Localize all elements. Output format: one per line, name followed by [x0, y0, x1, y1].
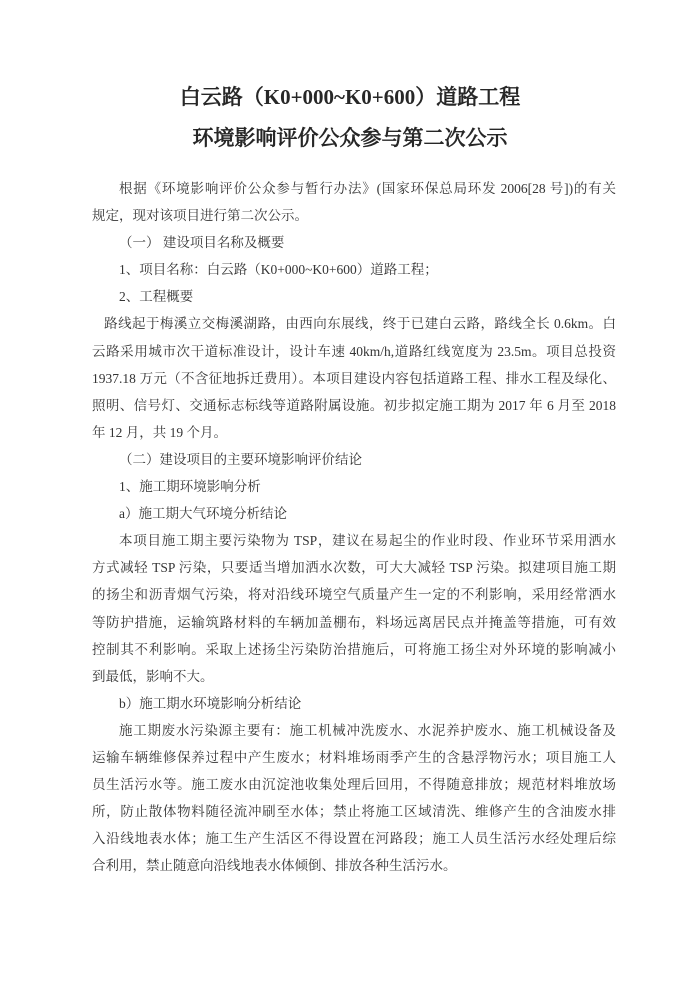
paragraph-line: 等防护措施，运输筑路材料的车辆加盖棚布，料场远离居民点并掩盖等措施，可有效	[92, 614, 616, 630]
paragraph-line: b）施工期水环境影响分析结论	[119, 695, 302, 711]
doc-title-line-2: 环境影响评价公众参与第二次公示	[192, 126, 508, 150]
paragraph-line: 控制其不利影响。采取上述扬尘污染防治措施后，可将施工扬尘对外环境的影响减小	[92, 641, 616, 657]
section-heading: （二）建设项目的主要环境影响评价结论	[119, 451, 362, 467]
paragraph-line: 本项目施工期主要污染物为 TSP，建议在易起尘的作业时段、作业环节采用洒水	[119, 533, 616, 549]
paragraph-line: 规定，现对该项目进行第二次公示。	[92, 208, 308, 224]
paragraph-line: 到最低，影响不大。	[92, 668, 214, 684]
paragraph-line: 合利用，禁止随意向沿线地表水体倾倒、排放各种生活污水。	[92, 858, 457, 874]
paragraph-line: 方式减轻 TSP 污染，只要适当增加洒水次数，可大大减轻 TSP 污染。拟建项目施工期	[92, 560, 616, 576]
document-body	[92, 175, 616, 879]
paragraph-line: 施工期废水污染源主要有：施工机械冲洗废水、水泥养护废水、施工机械设备及	[119, 722, 616, 738]
paragraph-line: 入沿线地表水体；施工生产生活区不得设置在河路段；施工人员生活污水经处理后综	[92, 831, 616, 847]
paragraph-line: 1、项目名称：白云路（K0+000~K0+600）道路工程；	[119, 262, 438, 278]
paragraph-line: 云路采用城市次干道标准设计，设计车速 40km/h,道路红线宽度为 23.5m。项目总投资	[92, 343, 616, 359]
paragraph-line: 所，防止散体物料随径流冲刷至水体；禁止将施工区域清洗、维修产生的含油废水排	[92, 804, 616, 820]
paragraph-line: 根据《环境影响评价公众参与暂行办法》(国家环保总局环发 2006[28 号])的有关	[119, 181, 616, 196]
paragraph-line: 2、工程概要	[119, 289, 194, 305]
paragraph-line: 路线起于梅溪立交梅溪湖路，由西向东展线，终于已建白云路，路线全长 0.6km。白	[104, 316, 616, 332]
paragraph-line: 年 12 月，共 19 个月。	[92, 424, 227, 440]
paragraph-line: 照明、信号灯、交通标志标线等道路附属设施。初步拟定施工期为 2017 年 6 月至 2018	[92, 397, 616, 413]
paragraph-line: 员生活污水等。施工废水由沉淀池收集处理后回用，不得随意排放；规范材料堆放场	[92, 777, 616, 793]
document-title	[88, 84, 612, 152]
paragraph-line: a）施工期大气环境分析结论	[119, 506, 287, 522]
paragraph-line: 的扬尘和沥青烟气污染，将对沿线环境空气质量产生一定的不利影响，采用经常洒水	[92, 587, 616, 603]
paragraph-line: 运输车辆维修保养过程中产生废水；材料堆场雨季产生的含悬浮物污水；项目施工人	[92, 749, 616, 765]
paragraph-line: 1937.18 万元（不含征地拆迁费用）。本项目建设内容包括道路工程、排水工程及绿化、	[92, 370, 616, 386]
doc-title-line-1: 白云路（K0+000~K0+600）道路工程	[179, 85, 521, 109]
paragraph-line: 1、施工期环境影响分析	[119, 479, 261, 495]
section-heading: （一） 建设项目名称及概要	[119, 235, 285, 251]
